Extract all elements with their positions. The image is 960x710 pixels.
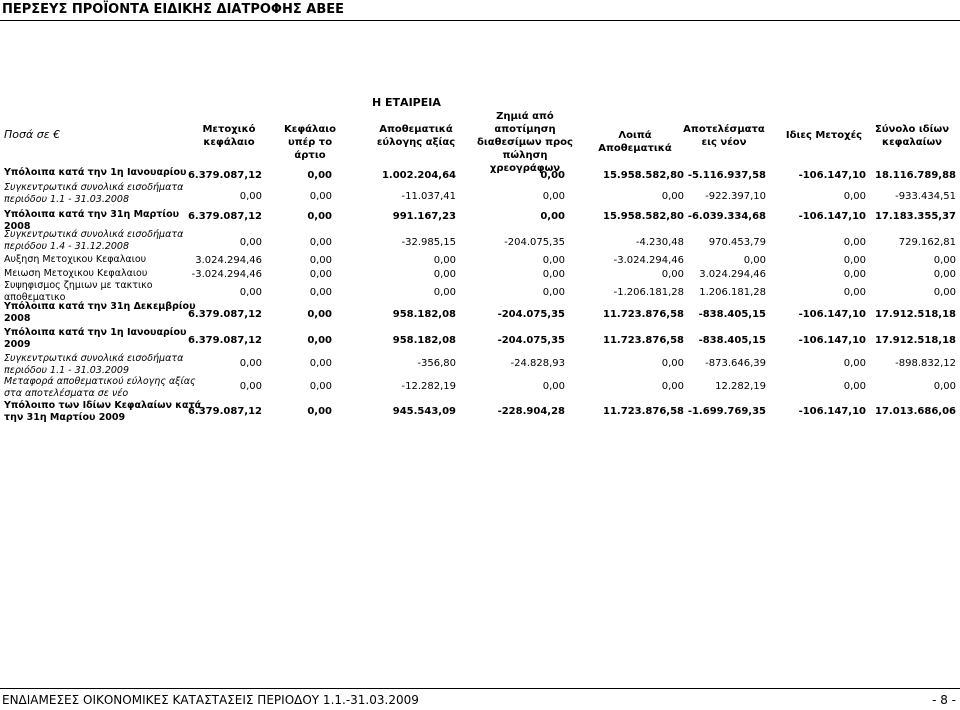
table-cell-r2-c7: 17.183.355,37 (875, 211, 956, 222)
table-cell-r10-c3: 0,00 (542, 381, 565, 392)
table-cell-r2-c3: 0,00 (540, 211, 565, 222)
table-cell-r9-c2: -356,80 (417, 358, 456, 369)
footer-title: ΕΝΔΙΑΜΕΣΕΣ ΟΙΚΟΝΟΜΙΚΕΣ ΚΑΤΑΣΤΑΣΕΙΣ ΠΕΡΙΟΔΟΥ 1.1.-31.03.2009 (2, 693, 419, 707)
table-cell-r7-c1: 0,00 (307, 309, 332, 320)
table-cell-r8-c3: -204.075,35 (497, 335, 565, 346)
table-cell-r8-c4: 11.723.876,58 (603, 335, 684, 346)
col-header-share-capital: Μετοχικό κεφάλαιο (202, 124, 256, 148)
table-cell-r5-c4: 0,00 (661, 269, 684, 280)
table-cell-r8-c6: -106.147,10 (798, 335, 866, 346)
table-cell-r4-c4: -3.024.294,46 (613, 255, 684, 266)
table-cell-r7-c3: -204.075,35 (497, 309, 565, 320)
table-cell-r9-c0: 0,00 (239, 358, 262, 369)
footer-rule (0, 688, 960, 689)
table-cell-r0-c1: 0,00 (307, 170, 332, 181)
table-cell-r9-c5: -873.646,39 (705, 358, 766, 369)
table-cell-r4-c6: 0,00 (843, 255, 866, 266)
table-cell-r11-c6: -106.147,10 (798, 406, 866, 417)
table-cell-r6-c1: 0,00 (309, 287, 332, 298)
row-label-balance-1jan: Υπόλοιπα κατά την 1η Ιανουαρίου (4, 167, 187, 178)
company-title: ΠΕΡΣΕΥΣ ΠΡΟΪΟΝΤΑ ΕΙΔΙΚΗΣ ΔΙΑΤΡΟΦΗΣ ΑΒΕΕ (2, 2, 344, 17)
table-cell-r6-c4: -1.206.181,28 (613, 287, 684, 298)
table-cell-r2-c0: 6.379.087,12 (187, 211, 262, 222)
table-cell-r0-c3: 0,00 (540, 170, 565, 181)
row-label-share-capital-increase: Αυξηση Μετοχικου Κεφαλαιου (4, 254, 147, 265)
row-label-share-capital-decrease: Μειωση Μετοχικου Κεφαλαιου (4, 268, 148, 279)
row-label-equity-31mar-2009: Υπόλοιπο των Ιδίων Κεφαλαίων κατά την 31η Μαρτίου 2009 (4, 400, 202, 423)
table-cell-r9-c4: 0,00 (661, 358, 684, 369)
table-cell-r5-c7: 0,00 (933, 269, 956, 280)
table-cell-r1-c0: 0,00 (239, 191, 262, 202)
table-cell-r2-c2: 991.167,23 (392, 211, 456, 222)
table-cell-r3-c2: -32.985,15 (401, 237, 456, 248)
table-cell-r2-c1: 0,00 (307, 211, 332, 222)
table-cell-r7-c6: -106.147,10 (798, 309, 866, 320)
table-cell-r1-c4: 0,00 (661, 191, 684, 202)
table-cell-r10-c1: 0,00 (309, 381, 332, 392)
table-cell-r11-c1: 0,00 (307, 406, 332, 417)
col-header-share-premium: Κεφάλαιο υπέρ το άρτιο (284, 124, 336, 161)
page-header-bar (0, 0, 960, 24)
table-cell-r3-c6: 0,00 (843, 237, 866, 248)
table-cell-r1-c7: -933.434,51 (895, 191, 956, 202)
table-cell-r4-c1: 0,00 (309, 255, 332, 266)
table-cell-r5-c6: 0,00 (843, 269, 866, 280)
table-cell-r9-c6: 0,00 (843, 358, 866, 369)
row-label-comprehensive-q1-2009: Συγκεντρωτικά συνολικά εισοδήματα περιόδου 1.1 - 31.03.2009 (4, 353, 184, 376)
amount-label: Ποσά σε € (4, 128, 61, 141)
row-label-balance-31dec-2008: Υπόλοιπα κατά την 31η Δεκεμβρίου 2008 (4, 301, 196, 324)
table-cell-r7-c7: 17.912.518,18 (875, 309, 956, 320)
table-cell-r11-c5: -1.699.769,35 (687, 406, 766, 417)
col-header-valuation-loss: Ζημιά από αποτίμηση διαθεσίμων προς πώληση χρεογράφων (477, 111, 573, 174)
table-cell-r6-c0: 0,00 (239, 287, 262, 298)
table-cell-r4-c3: 0,00 (542, 255, 565, 266)
table-cell-r0-c0: 6.379.087,12 (187, 170, 262, 181)
table-cell-r4-c2: 0,00 (433, 255, 456, 266)
table-cell-r4-c5: 0,00 (743, 255, 766, 266)
table-cell-r5-c3: 0,00 (542, 269, 565, 280)
table-cell-r3-c5: 970.453,79 (708, 237, 766, 248)
table-cell-r1-c5: -922.397,10 (705, 191, 766, 202)
table-cell-r9-c7: -898.832,12 (895, 358, 956, 369)
col-header-retained-earnings: Αποτελέσματα εις νέον (683, 124, 765, 148)
table-cell-r1-c1: 0,00 (309, 191, 332, 202)
table-cell-r4-c7: 0,00 (933, 255, 956, 266)
table-cell-r2-c4: 15.958.582,80 (603, 211, 684, 222)
table-cell-r5-c5: 3.024.294,46 (699, 269, 766, 280)
table-cell-r8-c7: 17.912.518,18 (875, 335, 956, 346)
table-cell-r6-c7: 0,00 (933, 287, 956, 298)
table-cell-r3-c0: 0,00 (239, 237, 262, 248)
table-cell-r7-c5: -838.405,15 (698, 309, 766, 320)
table-cell-r11-c4: 11.723.876,58 (603, 406, 684, 417)
company-header: Η ΕΤΑΙΡΕΙΑ (372, 96, 441, 109)
table-cell-r1-c3: 0,00 (542, 191, 565, 202)
table-cell-r0-c4: 15.958.582,80 (603, 170, 684, 181)
table-cell-r8-c2: 958.182,08 (392, 335, 456, 346)
table-cell-r3-c4: -4.230,48 (635, 237, 684, 248)
table-cell-r9-c3: -24.828,93 (510, 358, 565, 369)
table-cell-r11-c7: 17.013.686,06 (875, 406, 956, 417)
row-label-comprehensive-q1-2008: Συγκεντρωτικά συνολικά εισοδήματα περιόδου 1.1 - 31.03.2008 (4, 182, 184, 205)
table-cell-r1-c2: -11.037,41 (401, 191, 456, 202)
table-cell-r6-c5: 1.206.181,28 (699, 287, 766, 298)
table-cell-r3-c1: 0,00 (309, 237, 332, 248)
col-header-other-reserves: Λοιπά Αποθεματικά (598, 130, 672, 154)
page-footer (0, 688, 960, 710)
table-cell-r10-c0: 0,00 (239, 381, 262, 392)
table-cell-r10-c6: 0,00 (843, 381, 866, 392)
table-cell-r0-c6: -106.147,10 (798, 170, 866, 181)
table-cell-r0-c2: 1.002.204,64 (381, 170, 456, 181)
col-header-treasury-shares: Ιδιες Μετοχές (785, 130, 863, 141)
table-cell-r11-c0: 6.379.087,12 (187, 406, 262, 417)
table-cell-r5-c1: 0,00 (309, 269, 332, 280)
table-cell-r8-c0: 6.379.087,12 (187, 335, 262, 346)
col-header-total-equity: Σύνολο ιδίων κεφαλαίων (874, 124, 950, 148)
table-cell-r9-c1: 0,00 (309, 358, 332, 369)
table-cell-r10-c7: 0,00 (933, 381, 956, 392)
row-label-comprehensive-apr-dec-2008: Συγκεντρωτικά συνολικά εισοδήματα περιόδου 1.4 - 31.12.2008 (4, 229, 184, 252)
table-cell-r3-c7: 729.162,81 (898, 237, 956, 248)
header-rule (0, 20, 960, 21)
row-label-balance-31mar-2008: Υπόλοιπα κατά την 31η Μαρτίου 2008 (4, 209, 180, 232)
table-cell-r4-c0: 3.024.294,46 (195, 255, 262, 266)
col-header-fair-value-reserves: Αποθεματικά εύλογης αξίας (376, 124, 456, 148)
row-label-loss-offset: Συψηφισμος ζημιων με τακτικο αποθεματικο (4, 280, 153, 303)
table-cell-r5-c2: 0,00 (433, 269, 456, 280)
table-cell-r6-c3: 0,00 (542, 287, 565, 298)
table-cell-r8-c1: 0,00 (307, 335, 332, 346)
table-cell-r6-c2: 0,00 (433, 287, 456, 298)
table-cell-r0-c7: 18.116.789,88 (875, 170, 956, 181)
table-cell-r7-c4: 11.723.876,58 (603, 309, 684, 320)
table-cell-r7-c0: 6.379.087,12 (187, 309, 262, 320)
row-label-fair-value-transfer: Μεταφορά αποθεματικού εύλογης αξίας στα αποτελέσματα σε νέο (4, 376, 196, 399)
table-cell-r6-c6: 0,00 (843, 287, 866, 298)
table-cell-r11-c2: 945.543,09 (392, 406, 456, 417)
table-cell-r1-c6: 0,00 (843, 191, 866, 202)
page-number: - 8 - (932, 693, 956, 707)
table-cell-r5-c0: -3.024.294,46 (191, 269, 262, 280)
table-cell-r10-c5: 12.282,19 (715, 381, 766, 392)
table-cell-r10-c2: -12.282,19 (401, 381, 456, 392)
table-cell-r2-c5: -6.039.334,68 (687, 211, 766, 222)
table-cell-r0-c5: -5.116.937,58 (687, 170, 766, 181)
table-cell-r8-c5: -838.405,15 (698, 335, 766, 346)
row-label-balance-1jan-2009: Υπόλοιπα κατά την 1η Ιανουαρίου 2009 (4, 327, 187, 350)
table-cell-r2-c6: -106.147,10 (798, 211, 866, 222)
table-cell-r11-c3: -228.904,28 (497, 406, 565, 417)
table-cell-r3-c3: -204.075,35 (504, 237, 565, 248)
table-cell-r10-c4: 0,00 (661, 381, 684, 392)
table-cell-r7-c2: 958.182,08 (392, 309, 456, 320)
